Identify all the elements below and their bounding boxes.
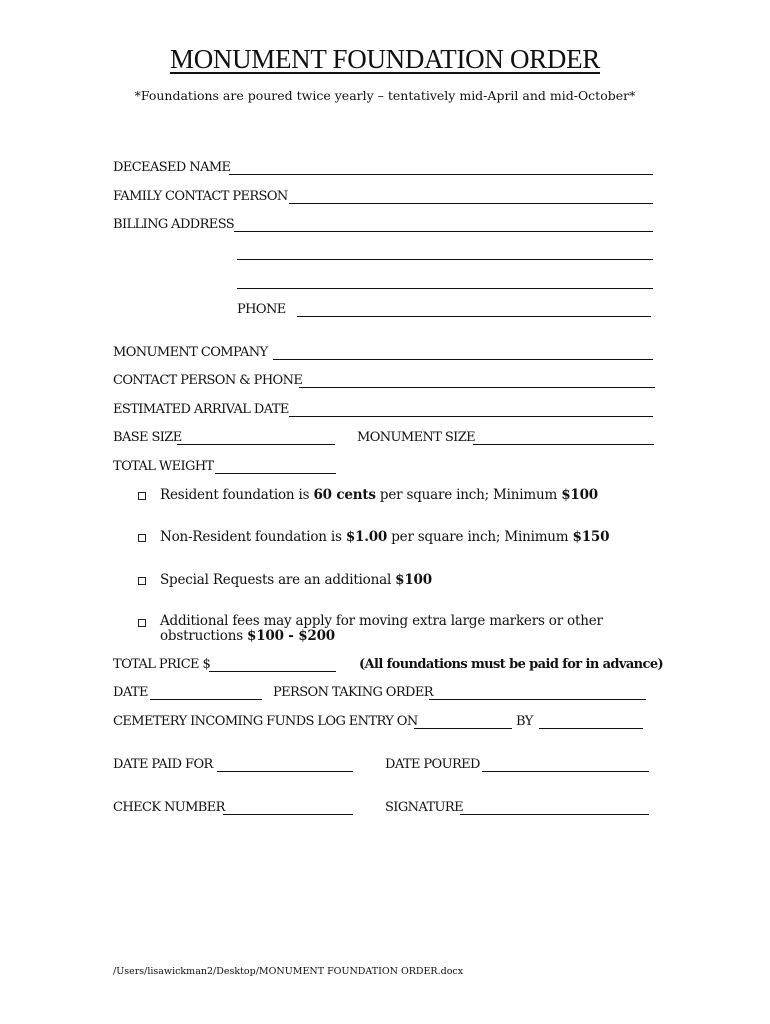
bullet-text: Special Requests are an additional $100 — [160, 572, 432, 588]
bullet-text: Non-Resident foundation is $1.00 per square inch; Minimum $150 — [160, 529, 610, 545]
monument-size-field[interactable] — [473, 444, 654, 445]
checkbox-icon — [138, 619, 146, 627]
base-size-label: BASE SIZE — [113, 430, 182, 445]
phone-label: PHONE — [237, 302, 286, 317]
person-taking-order-field[interactable] — [429, 699, 646, 700]
bullet-text: Additional fees may apply for moving extra large markers or other obstructions $100 - $200 — [160, 613, 603, 644]
total-weight-field[interactable] — [215, 473, 336, 474]
checkbox-icon — [138, 492, 146, 500]
family-contact-field[interactable] — [289, 203, 653, 204]
base-size-field[interactable] — [177, 444, 335, 445]
estimated-arrival-label: ESTIMATED ARRIVAL DATE — [113, 402, 289, 417]
billing-address-line-1[interactable] — [234, 231, 653, 232]
person-taking-order-label: PERSON TAKING ORDER — [273, 685, 433, 700]
monument-size-label: MONUMENT SIZE — [357, 430, 476, 445]
phone-field[interactable] — [297, 316, 651, 317]
signature-label: SIGNATURE — [385, 800, 463, 815]
by-field[interactable] — [539, 728, 643, 729]
signature-field[interactable] — [460, 814, 649, 815]
deceased-name-label: DECEASED NAME — [113, 160, 231, 175]
by-label: BY — [516, 714, 533, 729]
form-subtitle: *Foundations are poured twice yearly – tentatively mid-April and mid-October* — [134, 88, 636, 103]
footer-file-path: /Users/lisawickman2/Desktop/MONUMENT FOUNDATION ORDER.docx — [113, 966, 464, 977]
bullet-text: Resident foundation is 60 cents per square inch; Minimum $100 — [160, 487, 598, 503]
date-paid-for-field[interactable] — [217, 771, 353, 772]
family-contact-label: FAMILY CONTACT PERSON — [113, 189, 288, 204]
date-poured-field[interactable] — [482, 771, 649, 772]
date-label: DATE — [113, 685, 148, 700]
deceased-name-field[interactable] — [229, 174, 653, 175]
total-price-label: TOTAL PRICE $ — [113, 657, 211, 672]
billing-address-label: BILLING ADDRESS — [113, 217, 235, 232]
form-title: MONUMENT FOUNDATION ORDER — [169, 44, 600, 74]
total-price-field[interactable] — [209, 671, 336, 672]
billing-address-line-3[interactable] — [237, 288, 653, 289]
date-paid-for-label: DATE PAID FOR — [113, 757, 213, 772]
contact-person-phone-label: CONTACT PERSON & PHONE — [113, 373, 303, 388]
date-field[interactable] — [150, 699, 262, 700]
advance-payment-note: (All foundations must be paid for in advance) — [359, 657, 664, 672]
check-number-field[interactable] — [223, 814, 353, 815]
contact-person-phone-field[interactable] — [299, 387, 655, 388]
billing-address-line-2[interactable] — [237, 259, 653, 260]
monument-company-label: MONUMENT COMPANY — [113, 345, 268, 360]
estimated-arrival-field[interactable] — [289, 416, 653, 417]
cemetery-log-label: CEMETERY INCOMING FUNDS LOG ENTRY ON — [113, 714, 418, 729]
checkbox-icon — [138, 534, 146, 542]
date-poured-label: DATE POURED — [385, 757, 480, 772]
check-number-label: CHECK NUMBER — [113, 800, 225, 815]
total-weight-label: TOTAL WEIGHT — [113, 459, 214, 474]
checkbox-icon — [138, 577, 146, 585]
cemetery-log-date-field[interactable] — [414, 728, 512, 729]
monument-company-field[interactable] — [273, 359, 653, 360]
